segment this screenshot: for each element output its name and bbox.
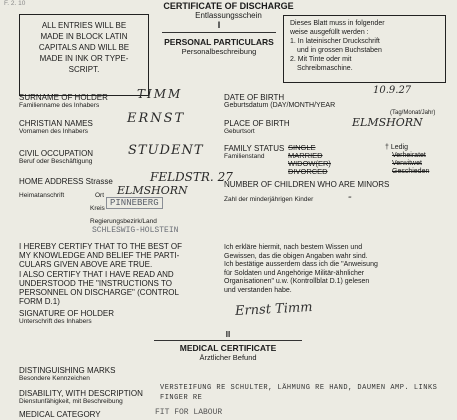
notice-box-en	[19, 14, 149, 96]
cross-mark: †	[385, 144, 389, 151]
section-title: PERSONAL PARTICULARS	[164, 37, 274, 47]
christian-names-value: ERNST	[127, 111, 186, 126]
option-verheiratet: Verheiratet	[392, 152, 426, 159]
occupation-value: STUDENT	[128, 143, 204, 158]
ort-label: Ort	[95, 192, 105, 199]
regierungsbezirk-stamp: SCHLESWIG-HOLSTEIN	[92, 226, 179, 235]
notice-line: CAPITALS AND WILL BE	[38, 43, 130, 52]
notice-line: 2. Mit Tinte oder mit	[290, 56, 352, 63]
certification-en: I HEREBY CERTIFY THAT TO THE BEST OF MY KNOWLEDGE AND BELIEF THE PARTI- CULARS GIVEN ABOVE ARE TRUE. I ALSO CERTIFY THAT I HAVE READ AND UNDERSTOOD THE "INSTRUCTIONS TO PERSONNEL ON DISCHARGE" (CONTROL FORM D.1)	[19, 242, 183, 307]
medical-category-label: MEDICAL CATEGORY	[19, 410, 101, 419]
disability-sublabel: Dienstunfähigkeit, mit Beschreibung	[19, 398, 123, 405]
marks-label: DISTINGUISHING MARKS	[19, 366, 116, 375]
section-header-personal: I PERSONAL PARTICULARS Personalbeschreibung	[156, 20, 282, 56]
notice-box-de	[283, 15, 446, 83]
certification-de: Ich erkläre hiermit, nach bestem Wissen und Gewissen, das die obigen Angaben wahr sind. Ich bestätige ausserdem dass ich die "Anweisung für Soldaten und Angehörige Militär-ähnlicher Organisationen" u.w. (Kontrollblat D.1) gelesen und verstanden habe.	[224, 244, 378, 294]
notice-line: ALL ENTRIES WILL BE	[41, 21, 127, 30]
option-verwitwet: Verwitwet	[392, 160, 422, 167]
pob-value: ELMSHORN	[352, 116, 423, 129]
form-subtitle: Entlassungsschein	[195, 11, 262, 20]
holder-signature: Ernst Timm	[234, 299, 313, 320]
marks-sublabel: Besondere Kennzeichen	[19, 375, 90, 382]
disability-value: VERSTEIFUNG RE SCHULTER, LÄHMUNG RE HAND, DAUMEN AMP. LINKS FINGER RE	[160, 384, 438, 402]
section-title: MEDICAL CERTIFICATE	[179, 343, 277, 353]
section-subtitle: Personalbeschreibung	[181, 47, 257, 56]
home-address-label: HOME ADDRESS Strasse	[19, 177, 113, 186]
family-options-en	[288, 144, 331, 176]
dob-sublabel: Geburtsdatum (DAY/MONTH/YEAR	[224, 102, 336, 109]
signature-sublabel: Unterschrift des Inhabers	[19, 318, 92, 325]
notice-line: Dieses Blatt muss in folgender	[290, 20, 385, 27]
medical-category-stamp: FIT FOR LABOUR	[155, 408, 223, 417]
family-status-label: FAMILY STATUS	[224, 144, 285, 153]
surname-value: TIMM	[137, 87, 183, 101]
pob-label: PLACE OF BIRTH	[224, 119, 290, 128]
notice-line: weise ausgefüllt werden :	[290, 29, 369, 36]
option-divorced: DIVORCED	[288, 167, 328, 176]
family-status-sublabel: Familienstand	[224, 153, 265, 160]
regierungsbezirk-label: Regierungsbezirk/Land	[90, 218, 157, 225]
ort-value: ELMSHORN	[117, 184, 188, 197]
signature-label: SIGNATURE OF HOLDER	[19, 309, 114, 318]
notice-line: 1. In lateinischer Druckschrift	[290, 38, 380, 45]
heimatanschrift-label: Heimatanschrift	[19, 192, 65, 199]
notice-line: Schreibmaschine.	[297, 65, 353, 72]
children-value: -	[348, 190, 352, 203]
option-widow: WIDOW(ER)	[288, 159, 331, 168]
form-number: F. 2. 10	[4, 0, 26, 7]
notice-line: und in grossen Buchstaben	[297, 47, 382, 54]
children-label: NUMBER OF CHILDREN WHO ARE MINORS	[224, 180, 390, 189]
christian-names-sublabel: Vornamen des Inhabers	[19, 128, 89, 135]
notice-line: SCRIPT.	[68, 65, 100, 74]
surname-sublabel: Familienname des Inhabers	[19, 102, 100, 109]
option-single: SINGLE	[288, 143, 316, 152]
street-value: FELDSTR. 27	[150, 170, 233, 184]
notice-line: MADE IN INK OR TYPE-	[39, 54, 129, 63]
kreis-stamp: PINNEBERG	[106, 197, 163, 209]
family-options-de	[385, 144, 429, 176]
dob-label: DATE OF BIRTH	[224, 93, 285, 102]
christian-names-label: CHRISTIAN NAMES	[19, 119, 93, 128]
form-title: CERTIFICATE OF DISCHARGE	[163, 1, 294, 11]
section-subtitle: Ärztlicher Befund	[199, 353, 257, 362]
disability-label: DISABILITY, WITH DESCRIPTION	[19, 389, 143, 398]
pob-sublabel: Geburtsort	[224, 128, 255, 135]
notice-line: MADE IN BLOCK LATIN	[40, 32, 128, 41]
kreis-label: Kreis	[90, 205, 105, 212]
section-header-medical: II MEDICAL CERTIFICATE Ärztlicher Befund	[148, 330, 308, 362]
children-sublabel: Zahl der minderjährigen Kinder	[224, 196, 314, 203]
option-married: MARRIED	[288, 151, 323, 160]
occupation-sublabel: Beruf oder Beschäftigung	[19, 158, 93, 165]
dob-value: 10.9.27	[373, 85, 412, 96]
occupation-label: CIVIL OCCUPATION	[19, 149, 94, 158]
surname-label: SURNAME OF HOLDER	[19, 93, 108, 102]
option-ledig: † Ledig	[385, 144, 408, 151]
option-geschieden: Geschieden	[392, 168, 430, 175]
dob-sublabel-de: (Tag/Monat/Jahr)	[390, 110, 436, 116]
